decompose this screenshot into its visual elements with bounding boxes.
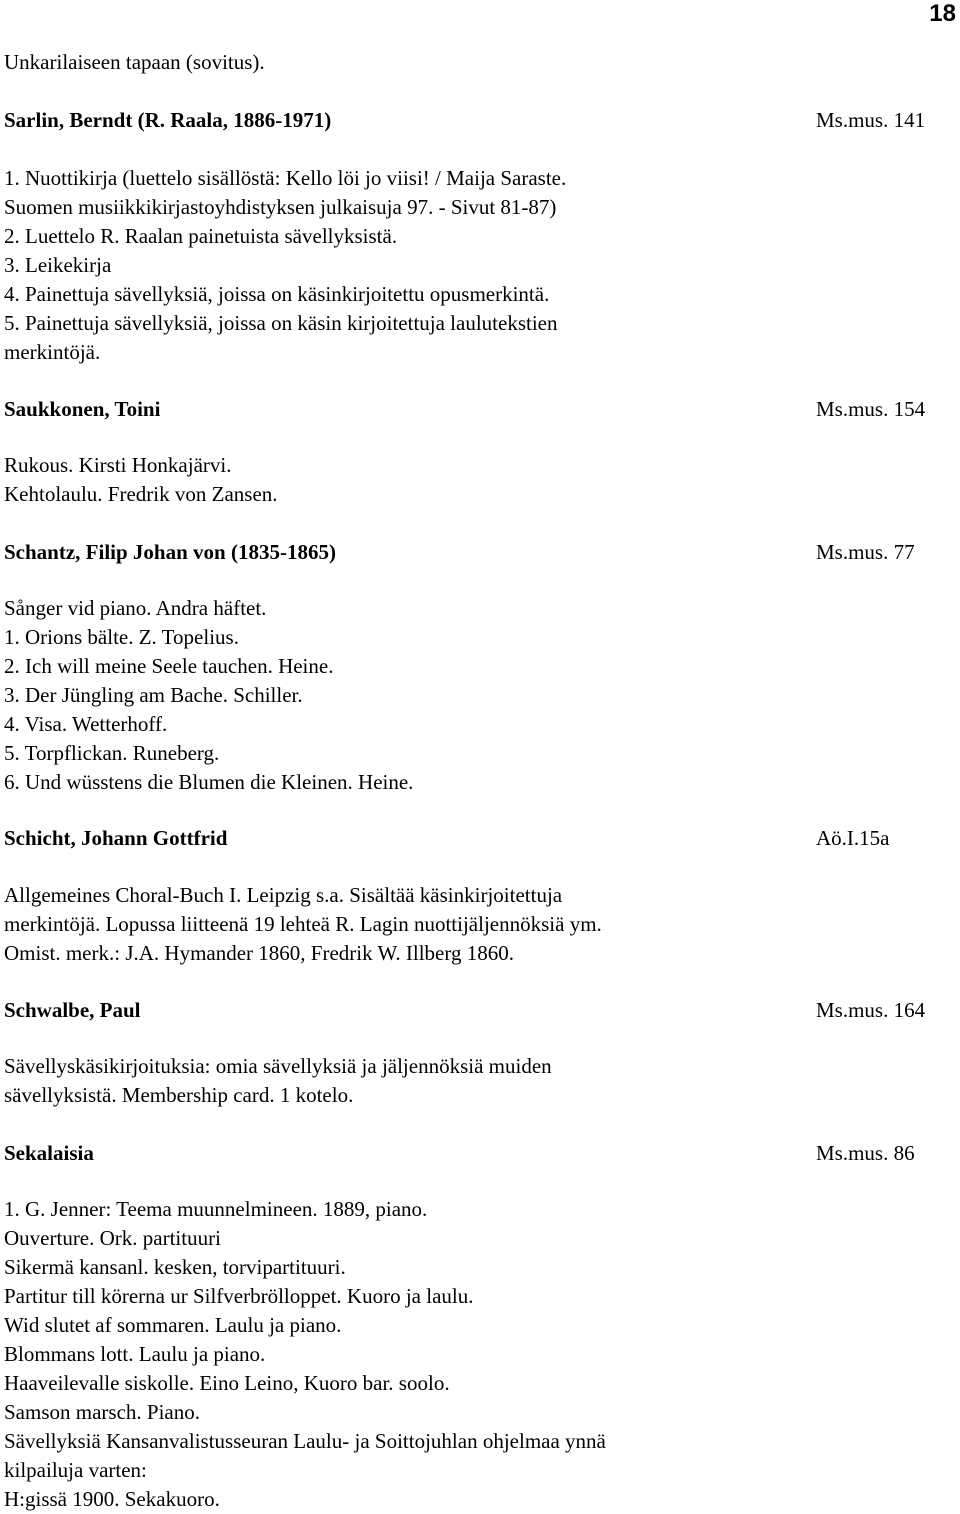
entry-line: Omist. merk.: J.A. Hymander 1860, Fredrik W. Illberg 1860. [4, 941, 514, 965]
entry-line: 1. G. Jenner: Teema muunnelmineen. 1889, piano. [4, 1197, 428, 1221]
entry-line: 6. Und wüsstens die Blumen die Kleinen. Heine. [4, 770, 414, 794]
entry-line: 4. Visa. Wetterhoff. [4, 712, 168, 736]
entry-line: sävellyksistä. Membership card. 1 kotelo. [4, 1083, 354, 1107]
entry-heading: Sarlin, Berndt (R. Raala, 1886-1971) [4, 108, 332, 132]
entry-line: 4. Painettuja sävellyksiä, joissa on käsinkirjoitettu opusmerkintä. [4, 282, 550, 306]
entry-line: 1. Nuottikirja (luettelo sisällöstä: Kello löi jo viisi! / Maija Saraste. [4, 166, 567, 190]
call-number: Ms.mus. 77 [816, 540, 915, 564]
call-number: Ms.mus. 154 [816, 397, 926, 421]
entry-line: Sävellyksiä Kansanvalistusseuran Laulu- ja Soittojuhlan ohjelmaa ynnä [4, 1429, 606, 1453]
entry-line: Ouverture. Ork. partituuri [4, 1226, 221, 1250]
entry-line: H:gissä 1900. Sekakuoro. [4, 1487, 220, 1511]
entry-line: Partitur till körerna ur Silfverbrölloppet. Kuoro ja laulu. [4, 1284, 474, 1308]
entry-line: 1. Orions bälte. Z. Topelius. [4, 625, 239, 649]
entry-line: Blommans lott. Laulu ja piano. [4, 1342, 266, 1366]
entry-line: Haaveilevalle siskolle. Eino Leino, Kuoro bar. soolo. [4, 1371, 450, 1395]
entry-line: Sånger vid piano. Andra häftet. [4, 596, 267, 620]
entry-line: 2. Luettelo R. Raalan painetuista sävellyksistä. [4, 224, 398, 248]
entry-line: merkintöjä. [4, 340, 101, 364]
entry-line: Samson marsch. Piano. [4, 1400, 200, 1424]
entry-line: Suomen musiikkikirjastoyhdistyksen julkaisuja 97. - Sivut 81-87) [4, 195, 557, 219]
entry-line: Wid slutet af sommaren. Laulu ja piano. [4, 1313, 342, 1337]
page-number: 18 [929, 0, 956, 27]
entry-heading: Sekalaisia [4, 1141, 94, 1165]
entry-heading: Schantz, Filip Johan von (1835-1865) [4, 540, 336, 564]
entry-line: 5. Painettuja sävellyksiä, joissa on käsin kirjoitettuja laulutekstien [4, 311, 558, 335]
entry-line: kilpailuja varten: [4, 1458, 147, 1482]
intro-line: Unkarilaiseen tapaan (sovitus). [4, 50, 265, 74]
entry-line: merkintöjä. Lopussa liitteenä 19 lehteä R. Lagin nuottijäljennöksiä ym. [4, 912, 602, 936]
entry-line: 2. Ich will meine Seele tauchen. Heine. [4, 654, 334, 678]
entry-line: Allgemeines Choral-Buch I. Leipzig s.a. Sisältää käsinkirjoitettuja [4, 883, 563, 907]
entry-heading: Schicht, Johann Gottfrid [4, 826, 228, 850]
entry-line: Kehtolaulu. Fredrik von Zansen. [4, 482, 278, 506]
entry-line: 3. Der Jüngling am Bache. Schiller. [4, 683, 303, 707]
entry-line: 5. Torpflickan. Runeberg. [4, 741, 220, 765]
entry-heading: Saukkonen, Toini [4, 397, 161, 421]
entry-heading: Schwalbe, Paul [4, 998, 141, 1022]
entry-line: Sävellyskäsikirjoituksia: omia sävellyksiä ja jäljennöksiä muiden [4, 1054, 552, 1078]
entry-line: Sikermä kansanl. kesken, torvipartituuri. [4, 1255, 346, 1279]
call-number: Ms.mus. 164 [816, 998, 926, 1022]
entry-line: Rukous. Kirsti Honkajärvi. [4, 453, 232, 477]
call-number: Aö.I.15a [816, 826, 890, 850]
entry-line: 3. Leikekirja [4, 253, 112, 277]
call-number: Ms.mus. 86 [816, 1141, 915, 1165]
call-number: Ms.mus. 141 [816, 108, 926, 132]
